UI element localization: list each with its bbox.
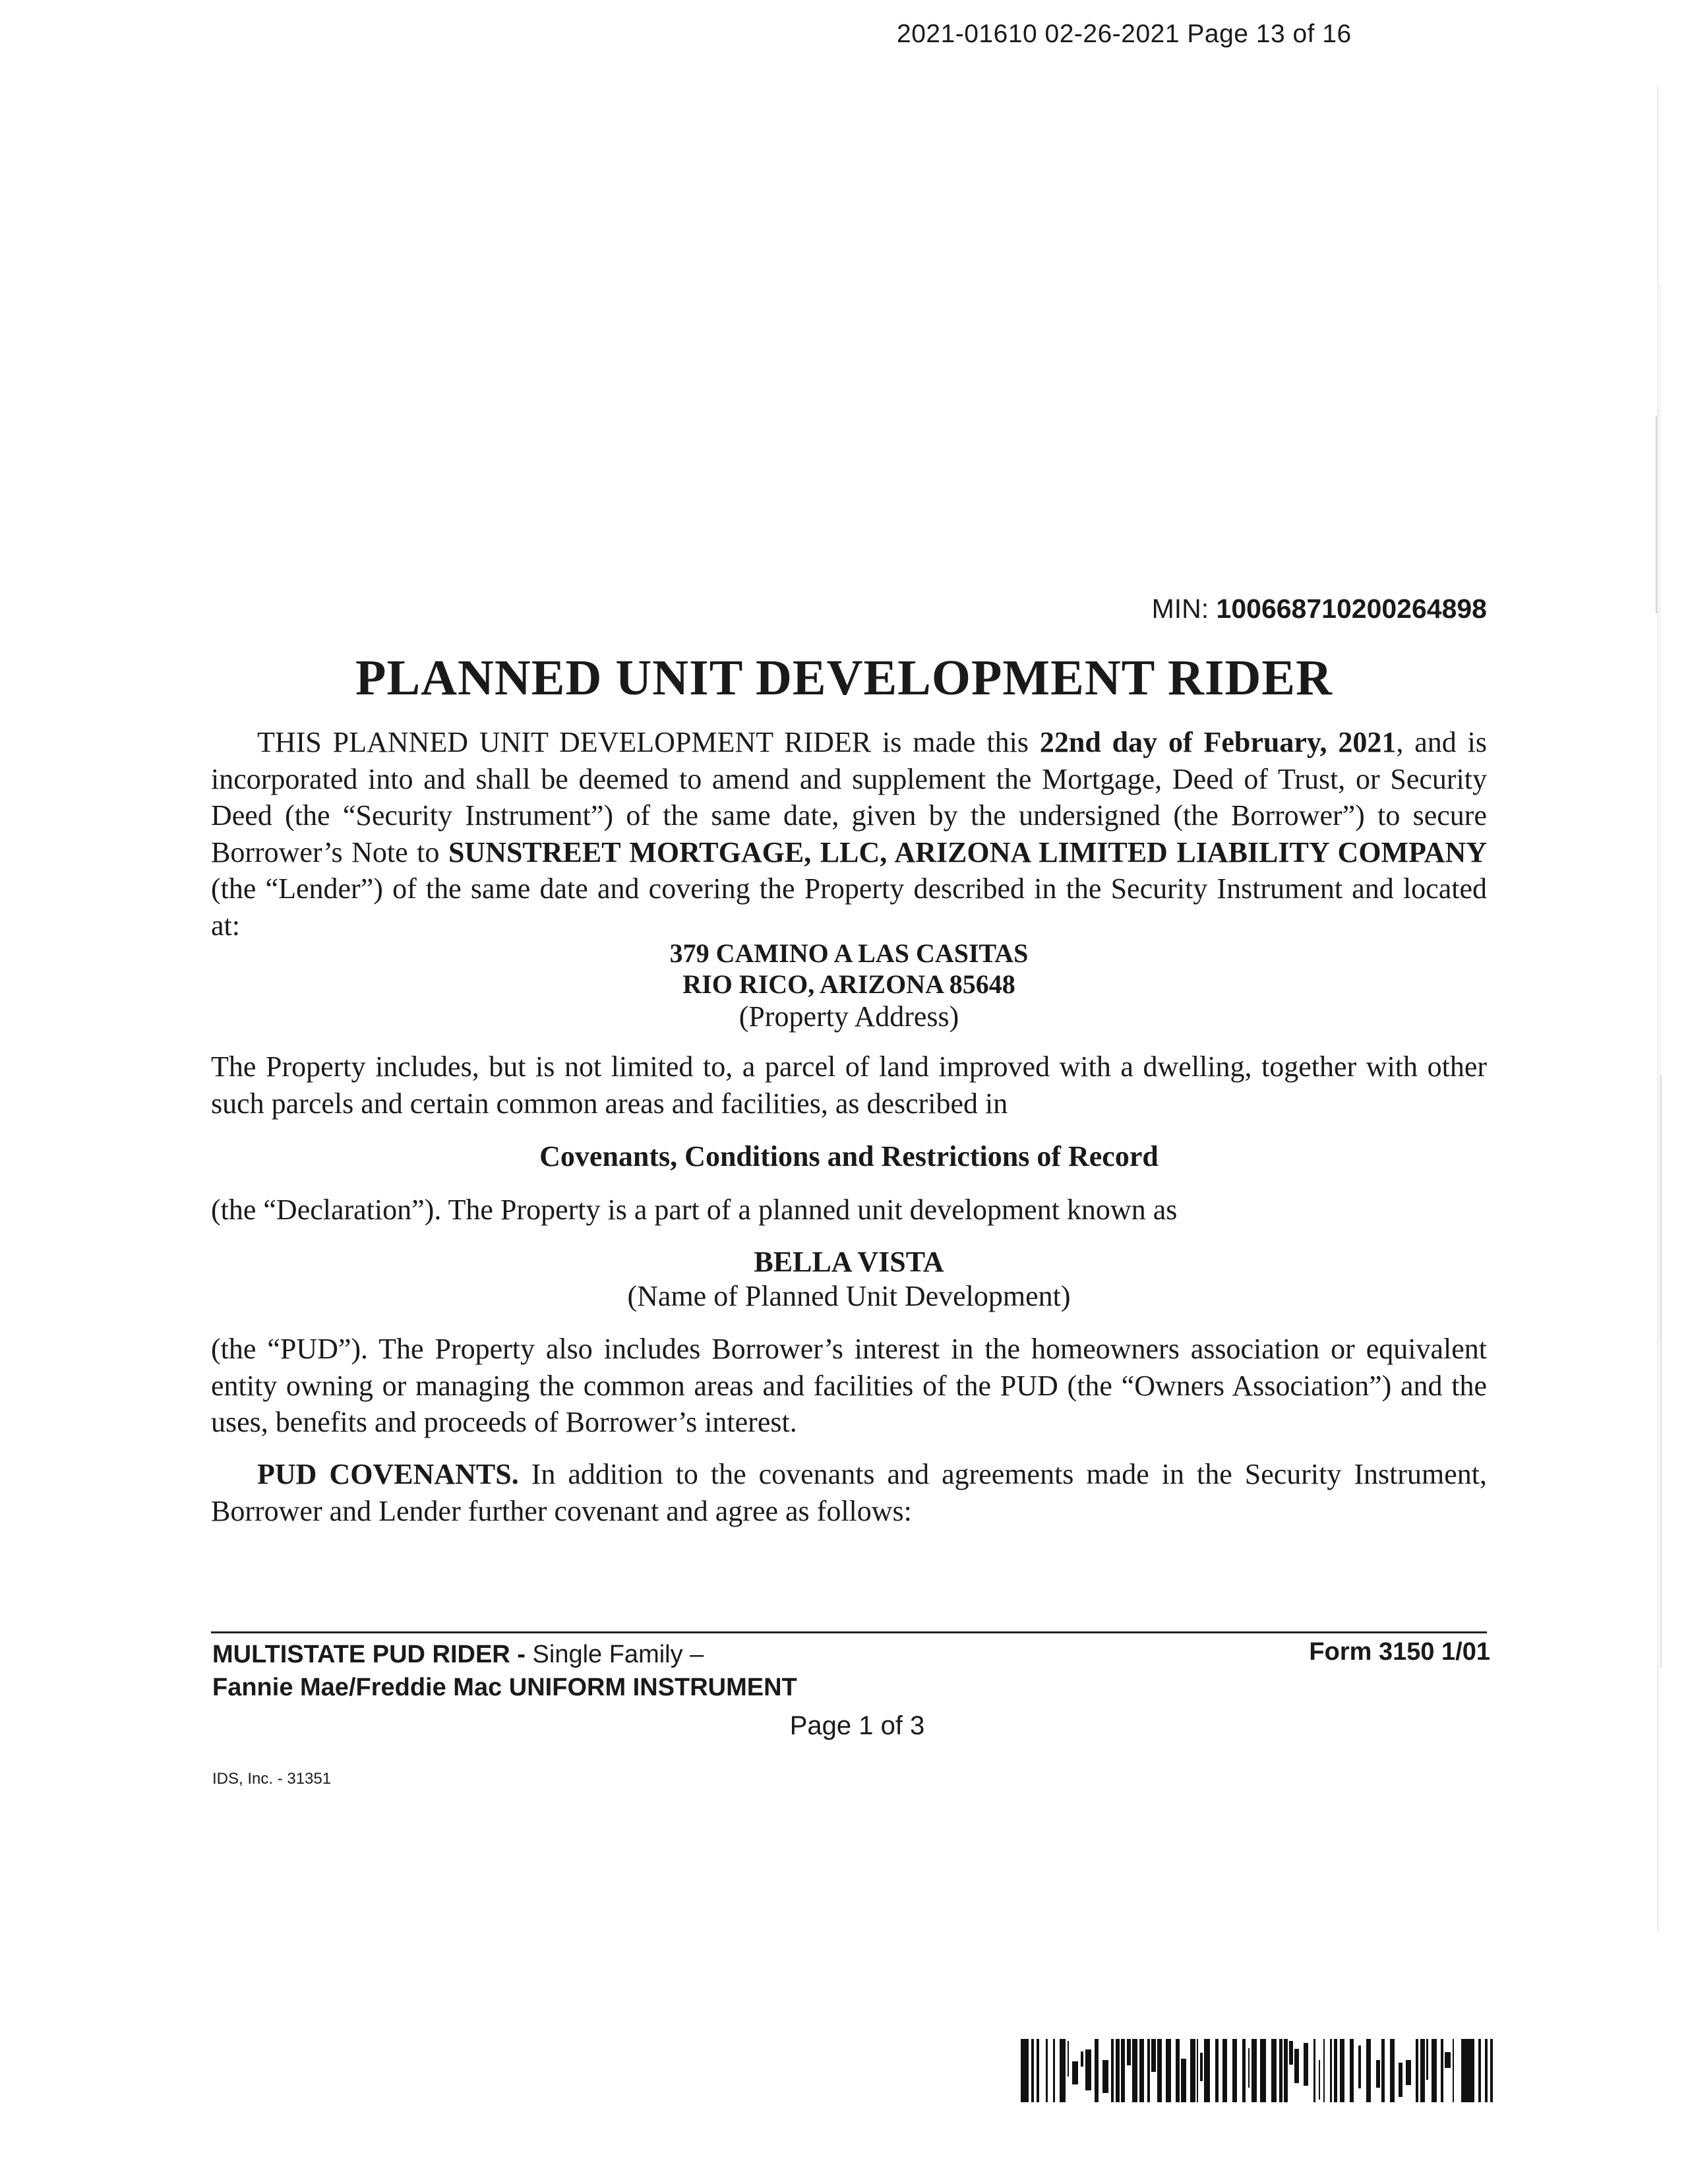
barcode-bar <box>1334 2039 1337 2102</box>
barcode-bar <box>1085 2049 1091 2090</box>
barcode-image <box>1021 2039 1493 2102</box>
barcode-bar <box>1197 2039 1198 2102</box>
barcode-bar <box>1330 2039 1332 2102</box>
barcode-bar <box>1399 2063 1402 2097</box>
barcode-bar <box>1021 2039 1029 2102</box>
min-number: 100668710200264898 <box>1216 593 1487 624</box>
declaration-text: (the “Declaration”). The Property is a part of a planned unit development known as <box>211 1194 1178 1226</box>
footer-rider-bold: MULTISTATE PUD RIDER - <box>212 1641 526 1668</box>
footer-ids: IDS, Inc. - 31351 <box>212 1770 332 1788</box>
barcode-bar <box>1046 2039 1048 2102</box>
barcode-bar <box>1340 2039 1344 2102</box>
barcode-bar <box>1381 2039 1385 2102</box>
barcode-bar <box>1031 2039 1034 2102</box>
barcode-bar <box>1416 2039 1418 2102</box>
barcode-bar <box>1222 2039 1227 2102</box>
barcode-bar <box>1485 2039 1488 2102</box>
pud-name: BELLA VISTA <box>754 1246 944 1278</box>
pud-paragraph: (the “PUD”). The Property also includes Borrower’s interest in the homeowners association or equivalent entity owning or managing the common areas and facilities of the PUD (the “Owners Association”) and the uses, benefits and proceeds of Borrower’s interest. <box>211 1333 1487 1438</box>
pud-name-caption: (Name of Planned Unit Development) <box>627 1280 1071 1312</box>
barcode-bar <box>1406 2060 1411 2085</box>
barcode-bar <box>1461 2039 1474 2102</box>
barcode-bar <box>1053 2039 1055 2102</box>
barcode-bar <box>1200 2053 1203 2081</box>
barcode-bar <box>1095 2039 1099 2102</box>
pud-covenants-heading: PUD COVENANTS. <box>257 1458 519 1490</box>
barcode-bar <box>1121 2039 1125 2102</box>
barcode-bar <box>1453 2039 1454 2102</box>
footer-instrument: Fannie Mae/Freddie Mac UNIFORM INSTRUMENT <box>212 1674 797 1701</box>
barcode-bar <box>1232 2039 1237 2102</box>
property-includes-paragraph: The Property includes, but is not limited to, a parcel of land improved with a dwelling, together with other such parcels and certain common areas and facilities, as described in <box>211 1050 1487 1120</box>
barcode-bar <box>1390 2039 1395 2102</box>
lender-name: SUNSTREET MORTGAGE, LLC, ARIZONA LIMITED LIABILITY COMPANY <box>448 835 1488 868</box>
barcode-bar <box>1204 2039 1210 2102</box>
barcode-bar <box>1420 2039 1425 2102</box>
barcode-bar <box>1072 2061 1078 2084</box>
property-address-line2: RIO RICO, ARIZONA 85648 <box>682 969 1015 999</box>
declaration-name: Covenants, Conditions and Restrictions of Record <box>539 1140 1159 1172</box>
barcode-bar <box>1037 2039 1039 2102</box>
barcode-bar <box>1147 2039 1150 2102</box>
barcode-bar <box>1441 2039 1443 2102</box>
barcode-bar <box>1151 2039 1156 2072</box>
footer-form-number: Form 3150 1/01 <box>1309 1638 1490 1666</box>
barcode-bar <box>1284 2039 1288 2102</box>
barcode-bar <box>1111 2039 1114 2102</box>
barcode-bar <box>1251 2039 1257 2102</box>
barcode-bar <box>1279 2039 1282 2102</box>
footer-page-number: Page 1 of 3 <box>789 1711 925 1740</box>
footer-rider-info <box>212 1638 797 1704</box>
intro-text-2: , and is incorporated into and shall be deemed to amend and supplement the Mortgage, Deed of Trust, or Security Deed (the “Security Instrument”) of the same date, given by the undersigned (the Borrower”) to secure Borrower’s Note to <box>211 726 1487 868</box>
barcode-bar <box>1358 2046 1361 2088</box>
min-label: MIN: <box>1151 593 1209 624</box>
intro-text-3: (the “Lender”) of the same date and covering the Property described in the Security Instrument and located at: <box>211 872 1487 942</box>
barcode-bar <box>1215 2039 1219 2102</box>
barcode-bar <box>1081 2051 1083 2067</box>
barcode-bar <box>1313 2039 1315 2102</box>
barcode-bar <box>1432 2039 1437 2102</box>
pud-covenants-text: In addition to the covenants and agreements made in the Security Instrument, Borrower and Lender further covenant and agree as follows: <box>211 1458 1488 1527</box>
barcode-bar <box>1426 2039 1428 2080</box>
barcode-bar <box>1132 2039 1137 2102</box>
barcode-bar <box>1350 2039 1354 2102</box>
property-address-line1: 379 CAMINO A LAS CASITAS <box>669 938 1029 968</box>
intro-text-1: THIS PLANNED UNIT DEVELOPMENT RIDER is made this <box>257 726 1029 758</box>
barcode-bar <box>1260 2039 1266 2102</box>
barcode-bar <box>1102 2060 1108 2093</box>
barcode-bar <box>1271 2039 1277 2102</box>
barcode-bar <box>1376 2060 1380 2088</box>
barcode-bar <box>1490 2039 1493 2102</box>
min-line <box>791 593 1487 624</box>
barcode-bar <box>1166 2039 1171 2102</box>
barcode-bar <box>1445 2052 1451 2068</box>
scan-edge-artifact <box>1654 86 1666 1932</box>
barcode-bar <box>1323 2039 1325 2102</box>
barcode-bar <box>1294 2049 1299 2083</box>
barcode-bar <box>1478 2039 1481 2102</box>
barcode-bar <box>1127 2039 1131 2065</box>
document-title: PLANNED UNIT DEVELOPMENT RIDER <box>355 650 1333 706</box>
barcode-bar <box>1157 2039 1162 2102</box>
footer-rider-rest: Single Family – <box>532 1641 704 1668</box>
barcode-bar <box>1116 2039 1120 2102</box>
footer-divider <box>211 1631 1487 1633</box>
barcode-bar <box>1190 2039 1195 2102</box>
barcode-bar <box>1176 2039 1180 2102</box>
barcode-bar <box>1304 2043 1308 2086</box>
barcode-bar <box>1139 2039 1144 2102</box>
barcode-bar <box>1248 2048 1250 2088</box>
barcode-bar <box>1068 2041 1069 2077</box>
rider-date: 22nd day of February, 2021 <box>1039 726 1397 758</box>
barcode-bar <box>1289 2041 1293 2065</box>
property-address-caption: (Property Address) <box>738 1000 959 1033</box>
barcode-bar <box>1242 2039 1246 2102</box>
barcode-bar <box>1181 2059 1186 2102</box>
barcode-bar <box>1366 2039 1371 2102</box>
barcode-bar <box>1319 2060 1320 2100</box>
barcode-bar <box>1060 2039 1066 2102</box>
recording-header: 2021-01610 02-26-2021 Page 13 of 16 <box>897 20 1352 48</box>
intro-paragraph <box>211 724 1487 944</box>
pud-covenants-paragraph <box>211 1456 1487 1529</box>
